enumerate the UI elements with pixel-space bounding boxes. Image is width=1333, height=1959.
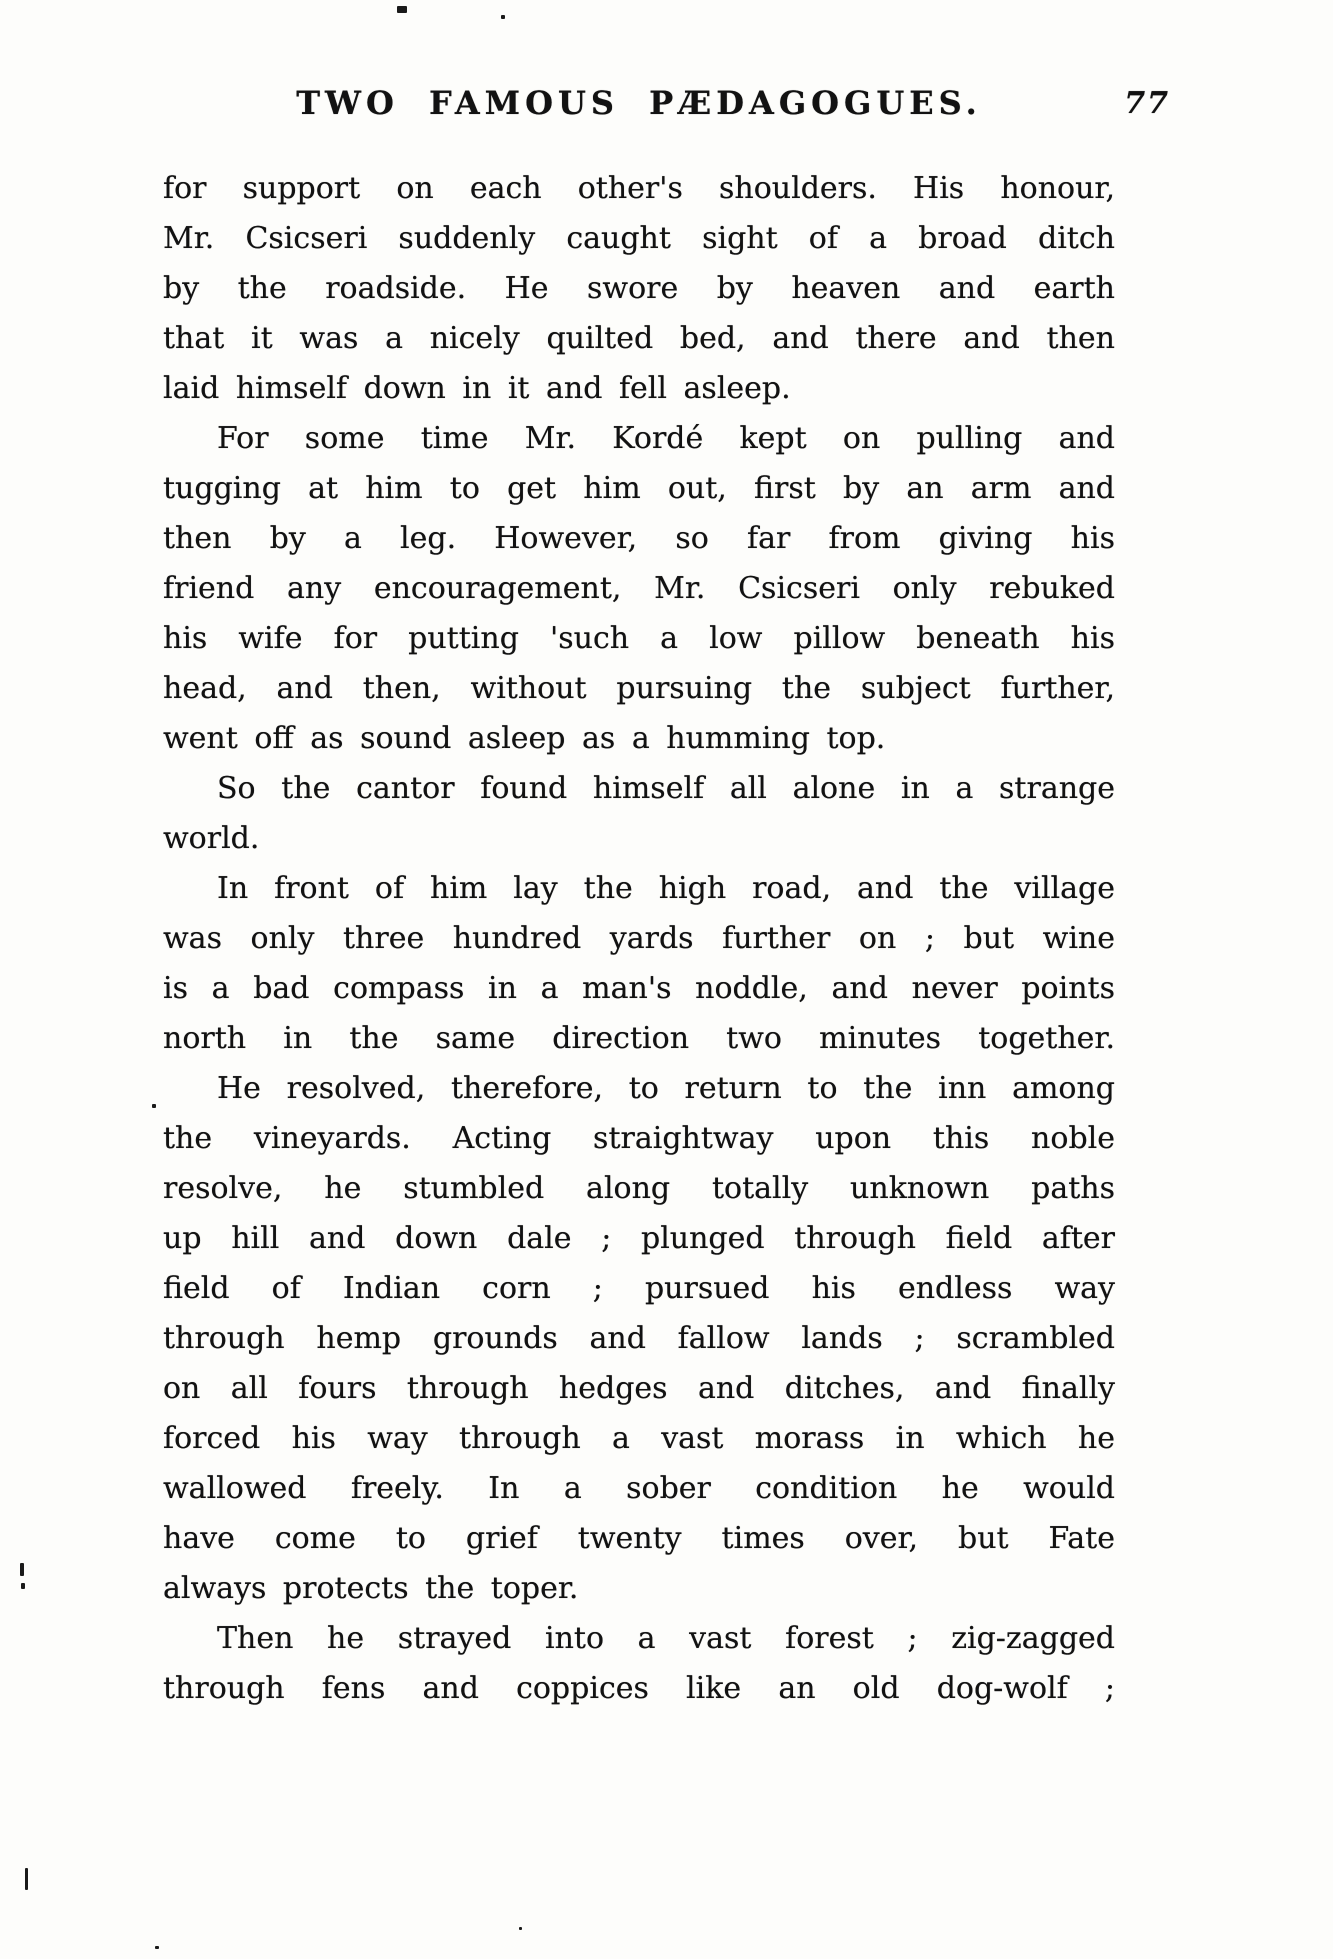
scan-artifact <box>21 1583 25 1589</box>
text-line: resolve, he stumbled along totally unknown paths <box>163 1171 1115 1206</box>
running-header <box>163 84 1170 130</box>
text-line: the vineyards. Acting straightway upon this noble <box>163 1121 1115 1156</box>
text-line: have come to grief twenty times over, but Fate <box>163 1521 1115 1556</box>
text-line: by the roadside. He swore by heaven and earth <box>163 271 1115 306</box>
text-line: world. <box>163 821 260 856</box>
page-number: 77 <box>1124 86 1170 121</box>
text-line: for support on each other's shoulders. His honour, <box>163 171 1115 206</box>
paragraph <box>163 1064 1115 1614</box>
text-line: tugging at him to get him out, first by an arm and <box>163 471 1115 506</box>
text-line: wallowed freely. In a sober condition he would <box>163 1471 1115 1506</box>
text-line: laid himself down in it and fell asleep. <box>163 371 791 406</box>
scan-artifact <box>501 15 505 19</box>
text-line: then by a leg. However, so far from giving his <box>163 521 1115 556</box>
scan-artifact <box>519 1927 522 1930</box>
text-line: He resolved, therefore, to return to the inn among <box>217 1071 1115 1106</box>
text-line: north in the same direction two minutes together. <box>163 1021 1115 1056</box>
text-line: So the cantor found himself all alone in a strange <box>217 771 1115 806</box>
text-line: friend any encouragement, Mr. Csicseri only rebuked <box>163 571 1115 606</box>
scan-artifact <box>397 6 407 13</box>
text-line: Then he strayed into a vast forest ; zig-zagged <box>217 1621 1115 1656</box>
text-line: head, and then, without pursuing the subject further, <box>163 671 1115 706</box>
paragraph <box>163 1614 1115 1714</box>
text-line: is a bad compass in a man's noddle, and never points <box>163 971 1115 1006</box>
paragraph <box>163 414 1115 764</box>
scan-artifact <box>152 1104 156 1108</box>
text-line: through hemp grounds and fallow lands ; scrambled <box>163 1321 1115 1356</box>
paragraph <box>163 764 1115 864</box>
text-block <box>163 164 1115 1714</box>
text-line: forced his way through a vast morass in which he <box>163 1421 1115 1456</box>
text-line: through fens and coppices like an old dog-wolf ; <box>163 1671 1115 1706</box>
text-line: that it was a nicely quilted bed, and there and then <box>163 321 1115 356</box>
text-line: field of Indian corn ; pursued his endless way <box>163 1271 1115 1306</box>
paragraph <box>163 164 1115 414</box>
scan-artifact <box>20 1563 24 1576</box>
text-line: went off as sound asleep as a humming top. <box>163 721 886 756</box>
text-line: his wife for putting 'such a low pillow beneath his <box>163 621 1115 656</box>
text-line: was only three hundred yards further on ; but wine <box>163 921 1115 956</box>
text-line: Mr. Csicseri suddenly caught sight of a broad ditch <box>163 221 1115 256</box>
text-line: For some time Mr. Kordé kept on pulling and <box>217 421 1115 456</box>
scan-artifact <box>155 1946 159 1949</box>
text-line: always protects the toper. <box>163 1571 579 1606</box>
page-title: TWO FAMOUS PÆDAGOGUES. <box>296 84 982 122</box>
scan-artifact <box>25 1868 28 1890</box>
paragraph <box>163 864 1115 1064</box>
text-line: on all fours through hedges and ditches, and finally <box>163 1371 1115 1406</box>
text-line: up hill and down dale ; plunged through field after <box>163 1221 1115 1256</box>
text-line: In front of him lay the high road, and the village <box>217 871 1115 906</box>
